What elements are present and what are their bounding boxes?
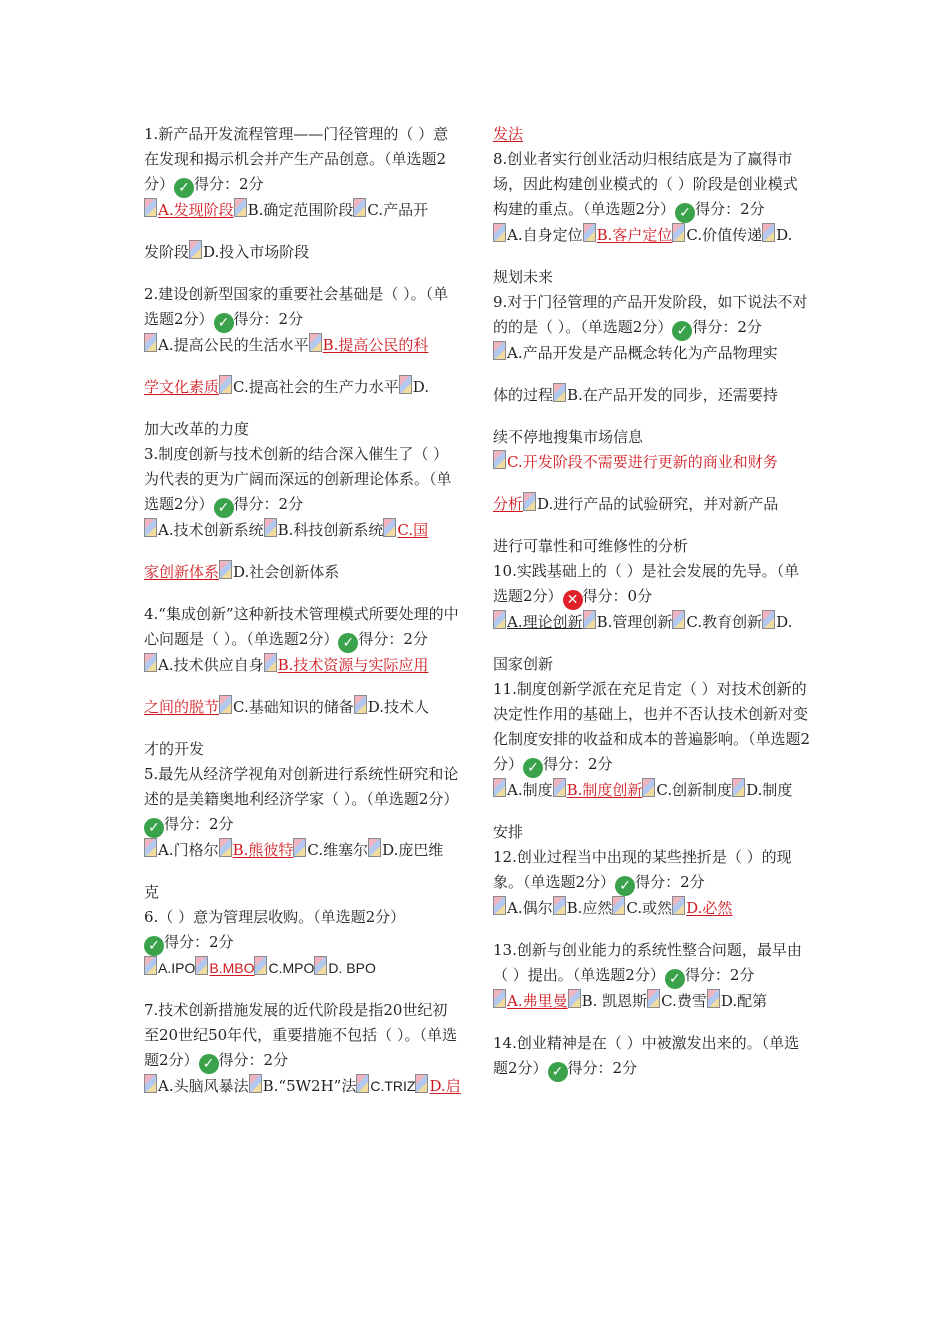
score: 得分：2分	[164, 933, 234, 951]
broken-image-icon	[144, 333, 157, 352]
check-icon: ✓	[338, 633, 358, 653]
question-stem: 13.创新与创业能力的系统性整合问题，最早由（ ）提出。	[493, 941, 802, 984]
question-type: （单选题2分）	[493, 1034, 800, 1077]
option-d-cont[interactable]: 克	[144, 883, 160, 901]
option-c-cont[interactable]: 分析	[493, 495, 524, 513]
option-d-cont[interactable]: 才的开发	[144, 740, 205, 758]
broken-image-icon	[672, 610, 685, 629]
option-d-cont[interactable]: 国家创新	[493, 655, 554, 673]
option-c[interactable]: C.价值传递	[686, 226, 763, 244]
check-icon: ✓	[214, 313, 234, 333]
option-b-cont[interactable]: 学文化素质	[144, 378, 220, 396]
broken-image-icon	[195, 956, 208, 975]
option-d[interactable]: D.配第	[720, 992, 768, 1010]
option-d[interactable]: D.进行产品的试验研究，并对新产品	[537, 495, 779, 513]
broken-image-icon	[493, 896, 506, 915]
broken-image-icon	[314, 956, 327, 975]
option-b-cont[interactable]: 之间的脱节	[144, 698, 220, 716]
broken-image-icon	[415, 1074, 428, 1093]
question-3	[144, 442, 462, 585]
left-column	[144, 122, 462, 1099]
broken-image-icon	[144, 956, 157, 975]
option-d-cont[interactable]: 安排	[493, 823, 524, 841]
option-a[interactable]: A.提高公民的生活水平	[158, 336, 309, 354]
score: 得分：2分	[567, 1059, 638, 1077]
broken-image-icon	[353, 198, 366, 217]
option-c-correct[interactable]: C.开发阶段不需要进行更新的商业和财务	[507, 453, 778, 471]
check-icon: ✓	[199, 1054, 219, 1074]
option-a[interactable]: A.技术创新系统	[158, 521, 264, 539]
broken-image-icon	[493, 223, 506, 242]
option-c-cont[interactable]: 发阶段	[144, 243, 190, 261]
question-type: （单选题2分）	[313, 908, 406, 926]
score: 得分：2分	[543, 755, 613, 773]
broken-image-icon	[219, 838, 232, 857]
question-stem: 4.“集成创新”这种新技术管理模式所要处理的中心问题是（ ）。	[144, 605, 459, 648]
option-b[interactable]: B.“5W2H”法	[262, 1077, 357, 1095]
option-d-cont[interactable]: 加大改革的力度	[144, 420, 250, 438]
question-stem: 7.技术创新措施发展的近代阶段是指20世纪初至20世纪50年代，重要措施不包括（ ）。	[144, 1001, 448, 1044]
broken-image-icon	[647, 989, 660, 1008]
broken-image-icon	[368, 838, 381, 857]
question-stem: 6.（ ）意为管理层收购。	[144, 908, 314, 926]
broken-image-icon	[493, 341, 506, 360]
question-type: （单选题2分）	[144, 1026, 457, 1069]
broken-image-icon	[553, 896, 566, 915]
question-stem: 11.制度创新学派在充足肯定（ ）对技术创新的决定性作用的基础上，也并不否认技术创新对变化制度安排的收益和成本的普遍影响。	[493, 680, 809, 748]
question-stem: 12.创业过程当中出现的某些挫折是（ ）的现象。	[493, 848, 792, 891]
option-d[interactable]: D.社会创新体系	[233, 563, 340, 581]
cross-icon: ✕	[563, 590, 583, 610]
check-icon: ✓	[672, 321, 692, 341]
option-b-correct[interactable]: B.制度创新	[566, 781, 643, 799]
broken-image-icon	[254, 956, 267, 975]
score: 得分：2分	[233, 310, 304, 328]
question-stem: 2.建设创新型国家的重要社会基础是（ ）。	[144, 285, 426, 303]
question-stem: 3.制度创新与技术创新的结合深入催生了（ ）为代表的更为广阔而深远的创新理论体系。	[144, 445, 449, 488]
broken-image-icon	[762, 223, 775, 242]
broken-image-icon	[762, 610, 775, 629]
option-b-correct[interactable]: B.技术资源与实际应用	[277, 656, 429, 674]
question-stem: 1.新产品开发流程管理——门径管理的（ ）意在发现和揭示机会并产生产品创意。	[144, 125, 449, 168]
option-c[interactable]: C.基础知识的储备	[233, 698, 354, 716]
broken-image-icon	[219, 560, 232, 579]
option-c[interactable]: C.MPO	[268, 960, 315, 976]
option-a-correct[interactable]: A.发现阶段	[158, 201, 234, 219]
question-stem: 10.实践基础上的（ ）是社会发展的先导。	[493, 562, 777, 580]
question-12	[493, 845, 811, 921]
check-icon: ✓	[144, 818, 164, 838]
broken-image-icon	[264, 653, 277, 672]
right-column	[493, 122, 811, 1082]
option-a[interactable]: A.产品开发是产品概念转化为产品物理实	[507, 344, 778, 362]
option-d[interactable]: D.	[776, 613, 793, 631]
question-type: （单选题2分）	[523, 873, 616, 891]
broken-image-icon	[309, 333, 322, 352]
option-a[interactable]: A.自身定位	[507, 226, 583, 244]
broken-image-icon	[356, 1074, 369, 1093]
score: 得分：2分	[684, 966, 755, 984]
option-b-cont[interactable]: 续不停地搜集市场信息	[493, 428, 644, 446]
option-d-correct[interactable]: D.必然	[686, 899, 733, 917]
option-b[interactable]: B.应然	[566, 899, 613, 917]
question-stem: 8.创业者实行创业活动归根结底是为了赢得市场，因此构建创业模式的（ ）阶段是创业模式构建的重点。	[493, 150, 798, 218]
broken-image-icon	[219, 375, 232, 394]
broken-image-icon	[642, 778, 655, 797]
option-d-cont[interactable]: 进行可靠性和可维修性的分析	[493, 537, 689, 555]
score: 得分：2分	[233, 495, 304, 513]
broken-image-icon	[249, 1074, 262, 1093]
option-a[interactable]: A.偶尔	[507, 899, 553, 917]
option-b[interactable]: B.在产品开发的同步，还需要持	[567, 386, 778, 404]
check-icon: ✓	[144, 936, 164, 956]
broken-image-icon	[144, 653, 157, 672]
option-c[interactable]: C.提高社会的生产力水平	[233, 378, 399, 396]
option-c[interactable]: C.教育创新	[686, 613, 763, 631]
score: 得分：2分	[692, 318, 762, 336]
broken-image-icon	[493, 778, 506, 797]
score: 得分：2分	[194, 175, 264, 193]
question-4	[144, 602, 462, 762]
option-c-correct[interactable]: C.国	[397, 521, 429, 539]
broken-image-icon	[553, 383, 566, 402]
broken-image-icon	[553, 778, 566, 797]
option-a[interactable]: A.门格尔	[158, 841, 219, 859]
broken-image-icon	[354, 695, 367, 714]
option-d[interactable]: D.	[776, 226, 793, 244]
question-8	[493, 147, 811, 290]
broken-image-icon	[293, 838, 306, 857]
option-a-selected[interactable]: A.理论创新	[507, 613, 583, 631]
check-icon: ✓	[548, 1062, 568, 1082]
question-type: （单选题2分）	[493, 562, 800, 605]
option-d[interactable]: D.投入市场阶段	[203, 243, 310, 261]
option-b-correct[interactable]: B.提高公民的科	[322, 336, 429, 354]
score: 得分：2分	[218, 1051, 289, 1069]
option-c-cont[interactable]: 家创新体系	[144, 563, 220, 581]
question-type: （单选题2分）	[580, 318, 673, 336]
broken-image-icon	[144, 198, 157, 217]
option-d-cont[interactable]: 发法	[493, 125, 524, 143]
broken-image-icon	[144, 838, 157, 857]
broken-image-icon	[189, 240, 202, 259]
option-d[interactable]: D.	[412, 378, 429, 396]
question-11	[493, 677, 811, 845]
option-b[interactable]: B. 凯恩斯	[581, 992, 648, 1010]
option-d-cont[interactable]: 规划未来	[493, 268, 554, 286]
question-5	[144, 762, 462, 905]
option-b[interactable]: B.管理创新	[596, 613, 673, 631]
option-d-correct[interactable]: D.启	[429, 1077, 461, 1095]
option-b-correct[interactable]: B.MBO	[209, 960, 255, 976]
question-stem: 9.对于门径管理的产品开发阶段，如下说法不对的的是（ ）。	[493, 293, 808, 336]
score: 得分：2分	[635, 873, 705, 891]
broken-image-icon	[493, 450, 506, 469]
score: 得分：2分	[164, 815, 234, 833]
question-type: （单选题2分）	[366, 790, 459, 808]
broken-image-icon	[219, 695, 232, 714]
broken-image-icon	[732, 778, 745, 797]
option-c[interactable]: C.维塞尔	[307, 841, 369, 859]
option-a[interactable]: A.技术供应自身	[158, 656, 264, 674]
option-b-correct[interactable]: B.熊彼特	[232, 841, 294, 859]
score: 得分：0分	[582, 587, 653, 605]
option-d[interactable]: D.庞巴维	[382, 841, 444, 859]
question-7	[144, 998, 462, 1099]
broken-image-icon	[383, 518, 396, 537]
broken-image-icon	[399, 375, 412, 394]
option-b-correct[interactable]: B.客户定位	[596, 226, 673, 244]
broken-image-icon	[234, 198, 247, 217]
question-13	[493, 938, 811, 1014]
option-a[interactable]: A.IPO	[158, 960, 196, 976]
score: 得分：2分	[358, 630, 428, 648]
broken-image-icon	[568, 989, 581, 1008]
check-icon: ✓	[214, 498, 234, 518]
broken-image-icon	[264, 518, 277, 537]
check-icon: ✓	[523, 758, 543, 778]
question-9	[493, 290, 811, 559]
score: 得分：2分	[695, 200, 765, 218]
option-a-correct[interactable]: A.弗里曼	[507, 992, 568, 1010]
option-c[interactable]: C.费雪	[661, 992, 707, 1010]
broken-image-icon	[144, 1074, 157, 1093]
broken-image-icon	[583, 223, 596, 242]
broken-image-icon	[493, 989, 506, 1008]
question-stem: 5.最先从经济学视角对创新进行系统性研究和论述的是美籍奥地利经济学家（ ）。	[144, 765, 459, 808]
question-1	[144, 122, 462, 265]
broken-image-icon	[672, 223, 685, 242]
question-7-cont	[493, 122, 811, 147]
question-type: （单选题2分）	[583, 200, 676, 218]
broken-image-icon	[672, 896, 685, 915]
option-b[interactable]: B.科技创新系统	[277, 521, 384, 539]
check-icon: ✓	[174, 178, 194, 198]
option-b[interactable]: B.确定范围阶段	[247, 201, 354, 219]
option-d[interactable]: D. BPO	[328, 960, 376, 976]
option-d[interactable]: D.技术人	[367, 698, 429, 716]
question-type: （单选题2分）	[144, 285, 449, 328]
option-a-cont[interactable]: 体的过程	[493, 386, 554, 404]
check-icon: ✓	[615, 876, 635, 896]
option-c[interactable]: C.产品开	[367, 201, 429, 219]
broken-image-icon	[612, 896, 625, 915]
question-stem: 14.创业精神是在（ ）中被激发出来的。	[493, 1034, 762, 1052]
check-icon: ✓	[675, 203, 695, 223]
question-2	[144, 282, 462, 442]
check-icon: ✓	[665, 969, 685, 989]
broken-image-icon	[144, 518, 157, 537]
option-d[interactable]: D.制度	[746, 781, 793, 799]
broken-image-icon	[493, 610, 506, 629]
question-10	[493, 559, 811, 677]
question-type: （单选题2分）	[572, 966, 665, 984]
broken-image-icon	[707, 989, 720, 1008]
option-c[interactable]: C.或然	[626, 899, 673, 917]
option-c[interactable]: C.创新制度	[656, 781, 733, 799]
question-6	[144, 905, 462, 981]
question-type: （单选题2分）	[144, 470, 452, 513]
question-type: （单选题2分）	[144, 150, 447, 193]
broken-image-icon	[523, 492, 536, 511]
question-type: （单选题2分）	[493, 730, 811, 773]
question-14	[493, 1031, 811, 1082]
broken-image-icon	[583, 610, 596, 629]
option-a[interactable]: A.头脑风暴法	[158, 1077, 249, 1095]
option-a[interactable]: A.制度	[507, 781, 553, 799]
option-c[interactable]: C.TRIZ	[370, 1078, 416, 1094]
question-type: （单选题2分）	[246, 630, 339, 648]
